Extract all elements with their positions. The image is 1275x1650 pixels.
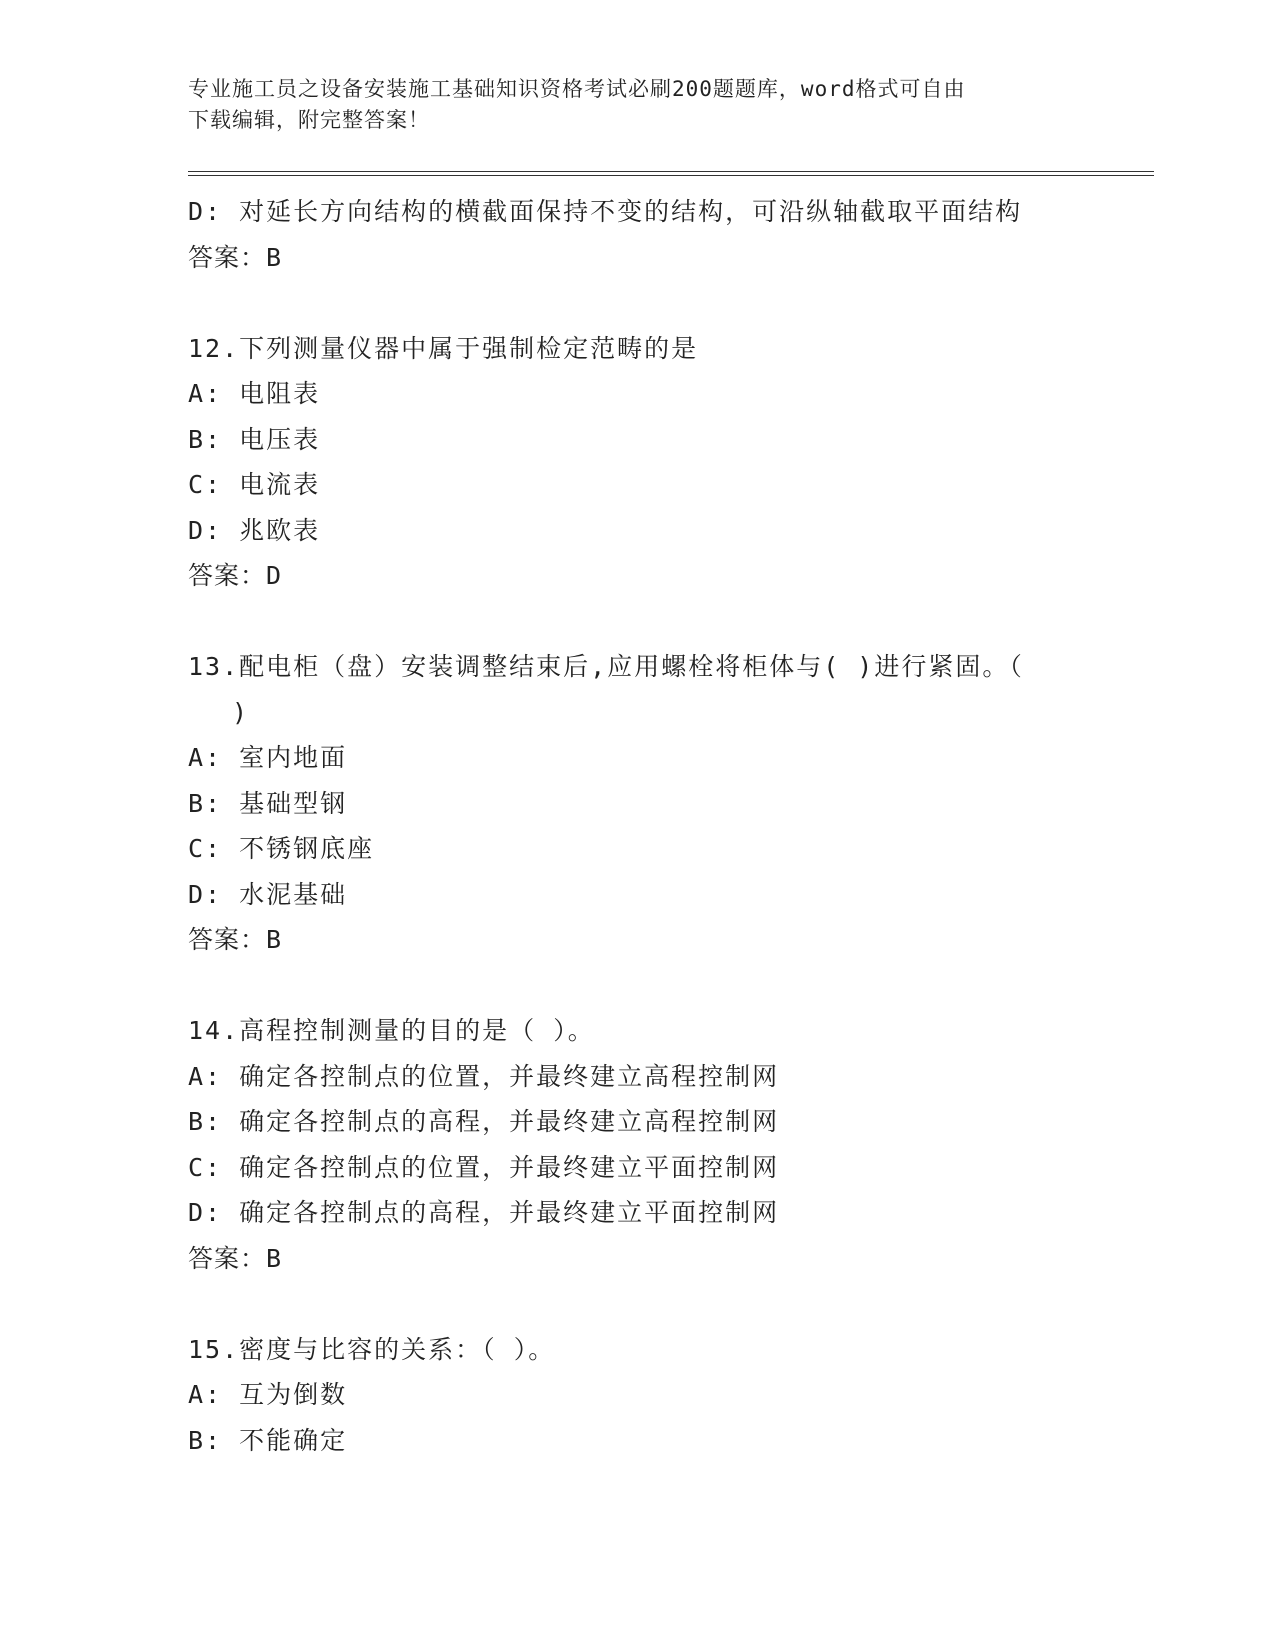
question-list	[188, 189, 1108, 1463]
header-rule-bottom	[188, 175, 1154, 176]
option-c: C: 电流表	[188, 470, 321, 499]
spacer	[188, 1281, 1108, 1327]
question-stem: 15.密度与比容的关系：（ ）。	[188, 1334, 556, 1364]
question-stem: 14.高程控制测量的目的是（ ）。	[188, 1016, 595, 1045]
option-a: A: 互为倒数	[188, 1380, 348, 1409]
header-rule-top	[188, 171, 1154, 172]
option-d: D: 对延长方向结构的横截面保持不变的结构，可沿纵轴截取平面结构	[188, 197, 1023, 226]
option-b: B: 不能确定	[188, 1425, 348, 1455]
answer-line: 答案：D	[188, 561, 283, 590]
question-stem: 13.配电柜（盘）安装调整结束后,应用螺栓将柜体与( )进行紧固。（	[188, 652, 1024, 681]
option-d: D: 确定各控制点的高程，并最终建立平面控制网	[188, 1198, 780, 1227]
option-b: B: 确定各控制点的高程，并最终建立高程控制网	[188, 1107, 780, 1136]
option-d: D: 水泥基础	[188, 879, 348, 909]
option-a: A: 室内地面	[188, 743, 348, 772]
option-c: C: 确定各控制点的位置，并最终建立平面控制网	[188, 1152, 780, 1182]
question-12	[188, 326, 1108, 599]
option-a: A: 确定各控制点的位置，并最终建立高程控制网	[188, 1061, 780, 1091]
answer-line: 答案：B	[188, 242, 283, 272]
answer-line: 答案：B	[188, 925, 283, 954]
header-line-1: 专业施工员之设备安装施工基础知识资格考试必刷200题题库，word格式可自由	[188, 77, 966, 101]
option-a: A: 电阻表	[188, 379, 321, 408]
spacer	[188, 963, 1108, 1009]
option-b: B: 电压表	[188, 424, 321, 454]
question-13	[188, 644, 1108, 963]
question-stem: 12.下列测量仪器中属于强制检定范畴的是	[188, 333, 699, 363]
spacer	[188, 280, 1108, 326]
spacer	[188, 599, 1108, 645]
question-15	[188, 1327, 1108, 1464]
document-header	[188, 74, 1088, 136]
question-14	[188, 1008, 1108, 1281]
header-line-2: 下载编辑，附完整答案！	[188, 108, 430, 132]
answer-line: 答案：B	[188, 1243, 283, 1273]
option-c: C: 不锈钢底座	[188, 834, 375, 863]
question-stem-continued: )	[232, 697, 250, 727]
option-b: B: 基础型钢	[188, 788, 348, 818]
option-d: D: 兆欧表	[188, 515, 321, 545]
